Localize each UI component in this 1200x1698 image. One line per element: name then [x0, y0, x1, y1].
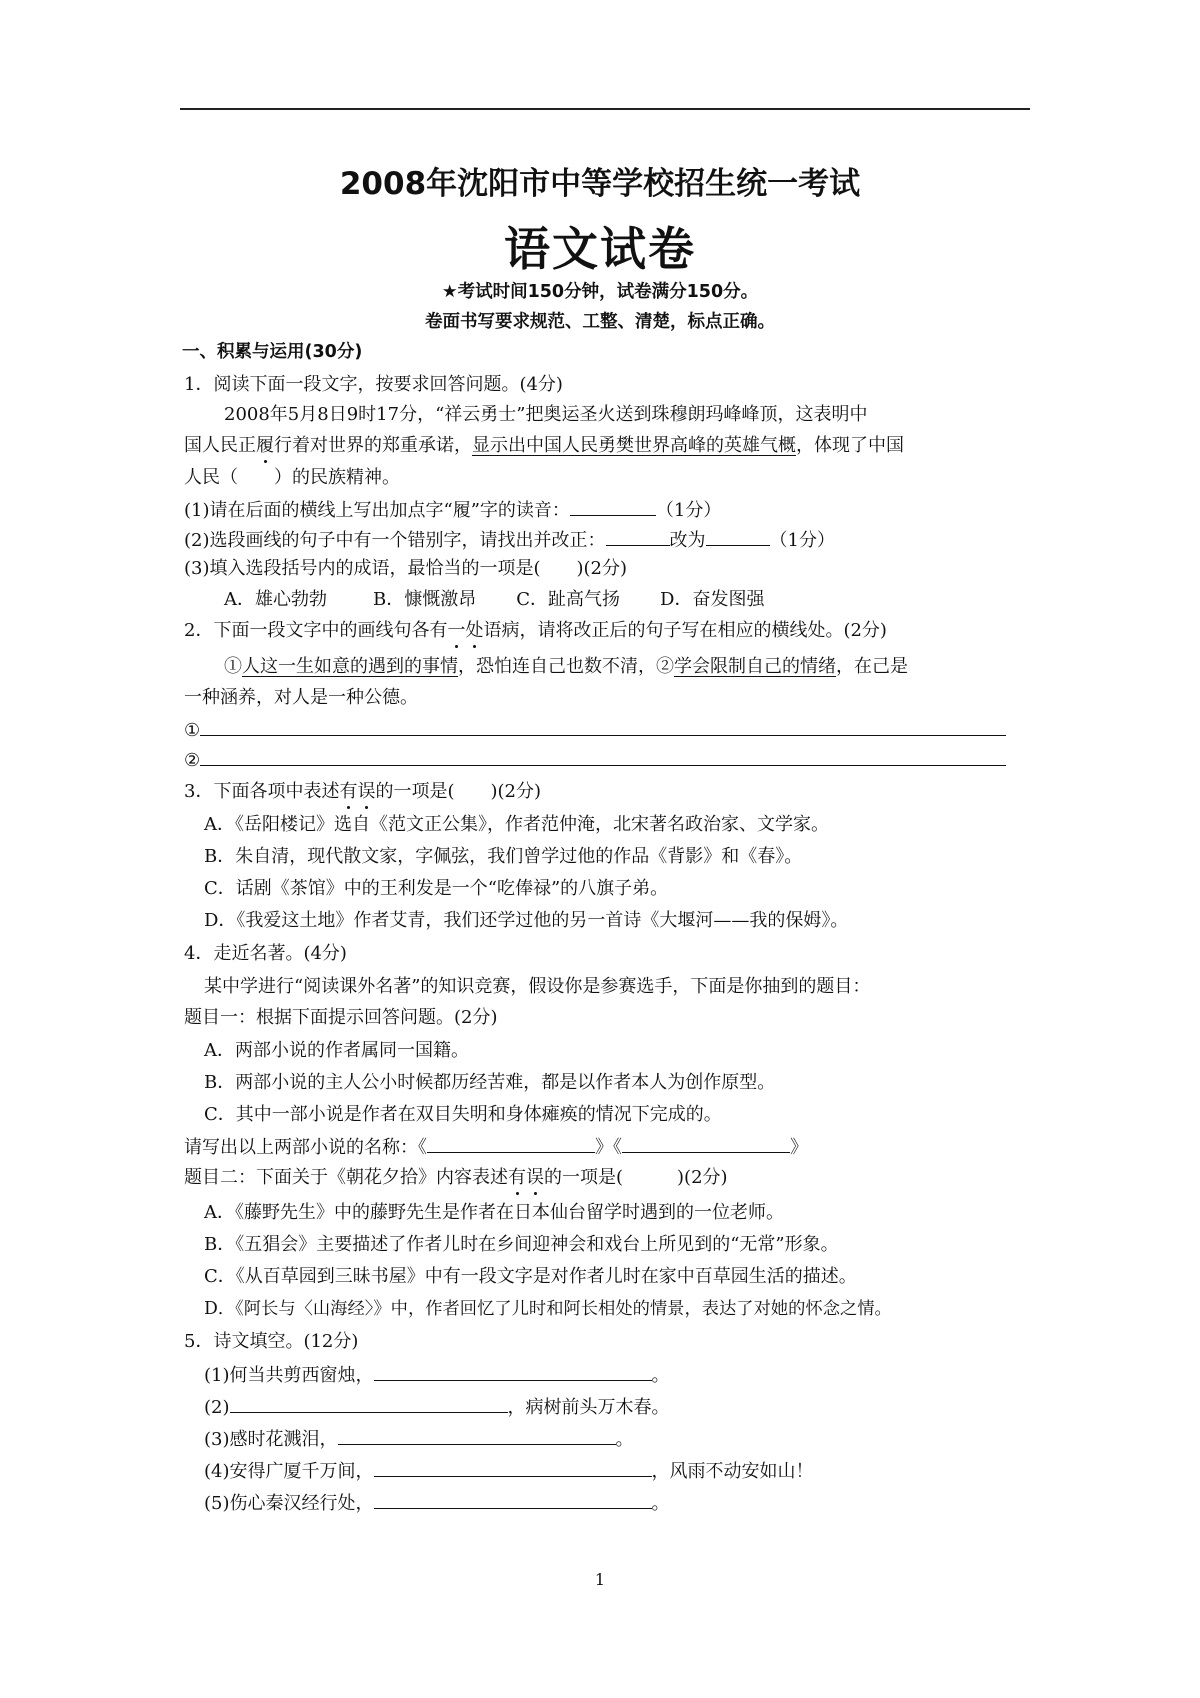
option-a[interactable]: A．雄心勃勃 — [224, 589, 327, 610]
exam-note-writing: 卷面书写要求规范、工整、清楚，标点正确。 — [425, 312, 775, 332]
answer-blank[interactable] — [374, 1458, 652, 1477]
q5-stem: 5．诗文填空。(12分) — [184, 1331, 359, 1352]
q4-topic2: 题目二：下面关于《朝花夕拾》内容表述有误的一项是( )(2分) — [184, 1167, 728, 1188]
q1-options — [224, 588, 764, 612]
option-c[interactable]: C．趾高气扬 — [516, 589, 621, 610]
q5-item-4: (4)安得广厦千万间， ，风雨不动安如山！ — [204, 1458, 814, 1484]
q2-answer-line: ① — [184, 717, 1006, 743]
q4-topic2-option-c[interactable]: C．《从百草园到三昧书屋》中有一段文字是对作者儿时在家中百草园生活的描述。 — [204, 1266, 857, 1287]
q3-option-c[interactable]: C．话剧《茶馆》中的王利发是一个“吃俸禄”的八旗子弟。 — [204, 878, 669, 899]
answer-blank[interactable] — [230, 1394, 508, 1413]
q1-passage-line: 国人民正履行着对世界的郑重承诺，显示出中国人民勇樊世界高峰的英雄气概，体现了中国 — [184, 435, 904, 456]
q3-option-a[interactable]: A．《岳阳楼记》选自《范文正公集》，作者范仲淹，北宋著名政治家、文学家。 — [204, 814, 829, 835]
q3-option-b[interactable]: B．朱自清，现代散文家，字佩弦，我们曾学过他的作品《背影》和《春》。 — [204, 846, 803, 867]
q4-topic1-hint-a: A．两部小说的作者属同一国籍。 — [204, 1040, 469, 1061]
q4-topic2-option-d[interactable]: D．《阿长与〈山海经〉》中，作者回忆了儿时和阿长相处的情景，表达了对她的怀念之情。 — [204, 1299, 892, 1319]
emphasis-dot-char: 履 — [256, 435, 274, 456]
underlined-sentence: 学会限制自己的情绪 — [674, 656, 836, 677]
q3-stem: 3．下面各项中表述有误的一项是( )(2分) — [184, 781, 541, 802]
exam-title: 2008年沈阳市中等学校招生统一考试 — [339, 166, 861, 202]
q1-passage-line: 2008年5月8日9时17分，“祥云勇士”把奥运圣火送到珠穆朗玛峰峰顶，这表明中 — [224, 404, 868, 425]
answer-blank[interactable] — [622, 1134, 790, 1153]
q4-topic1-hint-b: B．两部小说的主人公小时候都历经苦难，都是以作者本人为创作原型。 — [204, 1072, 776, 1093]
answer-blank[interactable] — [338, 1426, 616, 1445]
q4-topic2-option-b[interactable]: B．《五猖会》主要描述了作者儿时在乡间迎神会和戏台上所见到的“无常”形象。 — [204, 1234, 839, 1255]
q2-passage-line: 一种涵养，对人是一种公德。 — [184, 687, 418, 708]
q1-sub2: (2)选段画线的句子中有一个错别字，请找出并改正： 改为 （1分） — [184, 527, 835, 553]
q1-passage-line: 人民（ ）的民族精神。 — [184, 467, 400, 488]
q1-stem: 1．阅读下面一段文字，按要求回答问题。(4分) — [184, 374, 563, 395]
exam-subject-title: 语文试卷 — [504, 222, 696, 276]
exam-note-time: ★考试时间150分钟，试卷满分150分。 — [441, 282, 759, 302]
q5-item-1: (1)何当共剪西窗烛， 。 — [204, 1362, 670, 1388]
top-rule — [180, 108, 1030, 110]
answer-blank[interactable] — [200, 747, 1006, 766]
answer-blank[interactable] — [374, 1362, 652, 1381]
q4-stem: 4．走近名著。(4分) — [184, 943, 347, 964]
q1-sub1: (1)请在后面的横线上写出加点字“履”字的读音： （1分） — [184, 497, 721, 523]
q1-sub3: (3)填入选段括号内的成语，最恰当的一项是( )(2分) — [184, 558, 628, 579]
q4-topic1: 题目一：根据下面提示回答问题。(2分) — [184, 1007, 498, 1028]
q4-intro: 某中学进行“阅读课外名著”的知识竞赛，假设你是参赛选手，下面是你抽到的题目： — [204, 976, 871, 997]
option-b[interactable]: B．慷慨激昂 — [373, 589, 477, 610]
section-heading: 一、积累与运用(30分) — [182, 342, 363, 362]
q5-item-3: (3)感时花溅泪， 。 — [204, 1426, 634, 1452]
q4-topic2-option-a[interactable]: A．《藤野先生》中的藤野先生是作者在日本仙台留学时遇到的一位老师。 — [204, 1202, 784, 1223]
q3-option-d[interactable]: D．《我爱这土地》作者艾青，我们还学过他的另一首诗《大堰河——我的保姆》。 — [204, 910, 849, 931]
q5-item-2: (2) ，病树前头万木春。 — [204, 1394, 670, 1420]
answer-blank[interactable] — [374, 1490, 652, 1509]
q2-stem: 2．下面一段文字中的画线句各有一处语病，请将改正后的句子写在相应的横线处。(2分) — [184, 620, 887, 641]
q2-answer-line: ② — [184, 747, 1006, 773]
q5-item-5: (5)伤心秦汉经行处， 。 — [204, 1490, 670, 1516]
q4-topic1-hint-c: C．其中一部小说是作者在双目失明和身体瘫痪的情况下完成的。 — [204, 1104, 722, 1125]
answer-blank[interactable] — [570, 497, 656, 516]
underlined-sentence: 人这一生如意的遇到的事情 — [242, 656, 458, 677]
answer-blank[interactable] — [706, 527, 770, 546]
page-number: 1 — [594, 1570, 606, 1589]
q2-passage-line: ①人这一生如意的遇到的事情，恐怕连自己也数不清，②学会限制自己的情绪，在己是 — [224, 656, 908, 677]
option-d[interactable]: D．奋发图强 — [660, 589, 765, 610]
answer-blank[interactable] — [606, 527, 670, 546]
answer-blank[interactable] — [427, 1134, 595, 1153]
answer-blank[interactable] — [200, 717, 1006, 736]
q4-topic1-answer: 请写出以上两部小说的名称：《 》《 》 — [184, 1134, 808, 1160]
underlined-sentence: 显示出中国人民勇樊世界高峰的英雄气概 — [472, 435, 796, 456]
